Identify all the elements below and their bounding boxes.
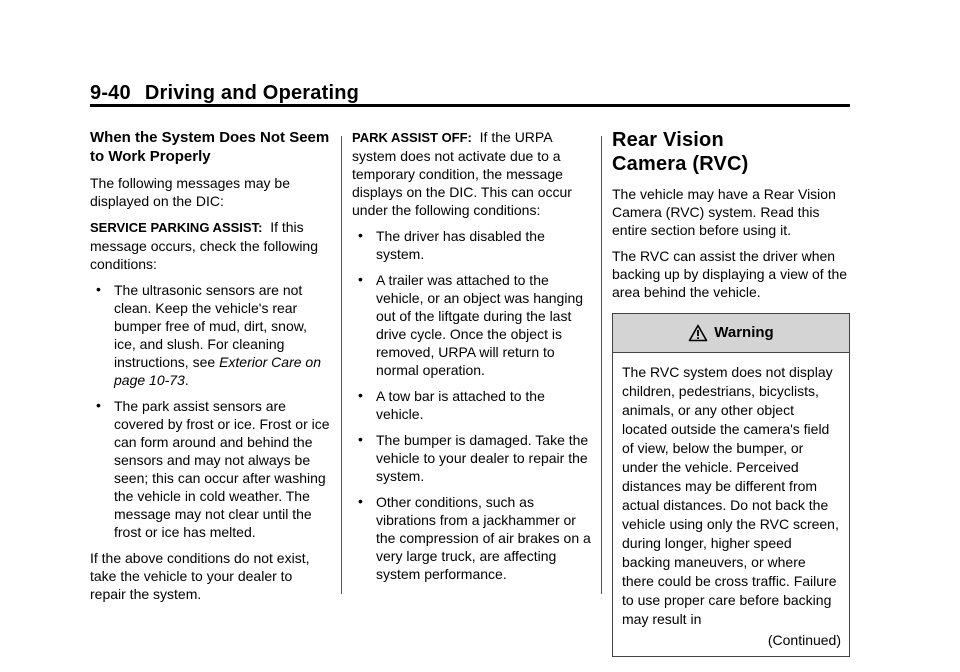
column-divider: [341, 136, 342, 594]
column-1: [90, 128, 330, 611]
condition-list: [90, 281, 330, 541]
warning-title: Warning: [714, 324, 774, 341]
paragraph: The following messages may be displayed on the DIC:: [90, 175, 290, 209]
column-2: [352, 128, 592, 591]
list-item: • A tow bar is attached to the vehicle.: [352, 387, 592, 423]
continued-label: (Continued): [767, 632, 841, 648]
warning-box: [612, 313, 850, 657]
warning-body: [613, 353, 849, 656]
warning-text: The RVC system does not display children, pedestrians, bicyclists, animals, or any other object located outside the camera's field of view, below the bumper, or under the vehicle. Perceived distances may be different from actual distances. Do not back the vehicle using only the RVC screen, during longer, higher speed backing maneuvers, or where there could be cross traffic. Failure to use proper care before backing may result in: [622, 364, 839, 627]
list-item: • The ultrasonic sensors are not clean. Keep the vehicle's rear bumper free of mud, dirt, snow, ice, and slush. For cleaning instructions, see Exterior Care on page 10-73.: [90, 281, 330, 389]
column-divider: [601, 136, 602, 594]
section-title: Driving and Operating: [144, 82, 360, 104]
section-heading: When the System Does Not Seem to Work Properly: [90, 129, 330, 165]
warning-header: [613, 314, 849, 353]
message-label: PARK ASSIST OFF:: [352, 130, 472, 145]
column-3: [612, 128, 852, 657]
message-label: SERVICE PARKING ASSIST:: [90, 220, 263, 235]
list-item: • The park assist sensors are covered by frost or ice. Frost or ice can form around and behind the sensors and may not always be seen; this can occur after washing the vehicle in cold weather. The message may not clear until the frost or ice has melted.: [90, 397, 330, 541]
list-item: • Other conditions, such as vibrations from a jackhammer or the compression of air brakes on a very large truck, are affecting system performance.: [352, 493, 592, 583]
warning-triangle-icon: [688, 324, 708, 342]
list-item: • The driver has disabled the system.: [352, 227, 592, 263]
list-item: • A trailer was attached to the vehicle, or an object was hanging out of the liftgate during the last drive cycle. Once the object is removed, URPA will return to normal operation.: [352, 271, 592, 379]
list-item: • The bumper is damaged. Take the vehicle to your dealer to repair the system.: [352, 431, 592, 485]
cross-reference-link[interactable]: Exterior Care on page 10-73: [114, 354, 321, 388]
paragraph: [352, 128, 592, 219]
paragraph: The vehicle may have a Rear Vision Camera (RVC) system. Read this entire section before using it.: [612, 186, 836, 238]
message-description: If this message occurs, check the following conditions:: [90, 219, 318, 272]
paragraph: The RVC can assist the driver when backing up by displaying a view of the area behind the vehicle.: [612, 248, 848, 300]
paragraph: If the above conditions do not exist, take the vehicle to your dealer to repair the system.: [90, 550, 310, 602]
message-description: If the URPA system does not activate due to a temporary condition, the message displays on the DIC. This can occur under the following conditions:: [352, 129, 572, 218]
section-heading: Rear Vision Camera (RVC): [612, 129, 749, 175]
paragraph: [90, 218, 330, 273]
page-title: [90, 82, 850, 104]
header-rule: [90, 104, 850, 107]
page-number: 9-40: [90, 82, 131, 104]
condition-list: [352, 227, 592, 583]
page-header: [90, 82, 850, 104]
